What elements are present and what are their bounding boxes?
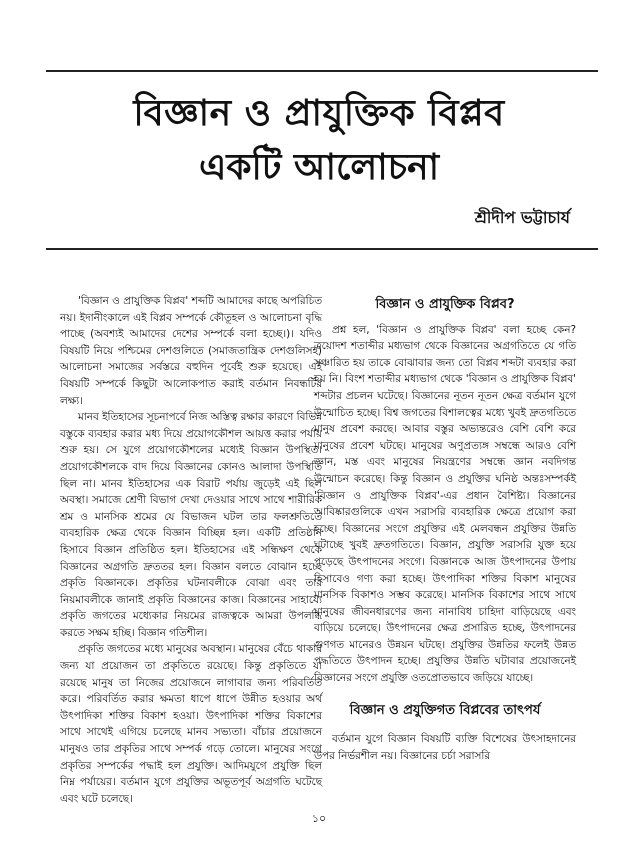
left-paragraph-3: প্রকৃতি জগতের মধ্যে মানুষের অবস্থান। মানুষের বেঁচে থাকার জন্য যা প্রয়োজন তা প্রকৃতিতে রয়েছে। কিন্তু প্রকৃতিতে যা রয়েছে মানুষ তা নিজের প্রয়োজনে লাগাবার জন্য পরিবর্তিত করে। পরিবর্তিত করার ক্ষমতা ধাপে ধাপে উন্নীত হওয়ার অর্থ উৎপাদিকা শক্তির বিকাশ হওয়া। উৎপাদিকা শক্তির বিকাশের সাথে সাথেই এগিয়ে চলেছে মানব সভ্যতা। বাঁচার প্রয়োজনে মানুষও তার প্রকৃতির সাথে সম্পর্ক গড়ে তোলে। মানুষের সংগে প্রকৃতির সম্পর্কের পদ্ধাই হল প্রযুক্তি। আদিমযুগে প্রযুক্তি ছিল নিম্ন পর্যায়ের। বর্তমান যুগে প্রযুক্তির অভূতপূর্ব অগ্রগতি ঘটেছে এবং ঘটে চলেছে।: [60, 643, 322, 805]
left-column: [60, 293, 322, 807]
right-paragraph-1: প্রশ্ন হল, 'বিজ্ঞান ও প্রাযুক্তিক বিপ্লব' বলা হচ্ছে কেন? ত্রয়োদশ শতাব্দীর মধ্যভাগ থেকে বিজ্ঞানের অগ্রগতিতে যে গতি সঞ্চারিত হয় তাকে বোঝাবার জন্য তো বিপ্লব শব্দটা ব্যবহার করা হয় নি। বিংশ শতাব্দীর মধ্যভাগ থেকে 'বিজ্ঞান ও প্রাযুক্তিক বিপ্লব' শব্দটার প্রচলন ঘটেছে। বিজ্ঞানের নূতন নূতন ক্ষেত্র বর্তমান যুগে উন্মোচিত হচ্ছে। বিশ্ব জগতের বিশালত্বের মধ্যে খুবই দ্রুতগতিতে মানুষ প্রবেশ করছে। আবার বস্তুর অভ্যন্তরেও বেশি বেশি করে মানুষের প্রবেশ ঘটছে। মানুষের অণুপ্রত্যঙ্গ সম্বন্ধে আরও বেশি জ্ঞান, মস্ত এবং মানুষের নিয়ন্ত্রণের সম্বন্ধে জ্ঞান নবদিগন্ত উন্মোচন করেছে। কিন্তু বিজ্ঞান ও প্রযুক্তির ঘনিষ্ঠ অন্তঃসম্পর্কই 'বিজ্ঞান ও প্রাযুক্তিক বিপ্লব'-এর প্রধান বৈশিষ্ট্য। বিজ্ঞানের আবিষ্কারগুলিকে এখন সরাসরি ব্যবহারিক ক্ষেত্রে প্রয়োগ করা হচ্ছে। বিজ্ঞানের সংগে প্রযুক্তির এই মেলবন্ধন প্রযুক্তির উন্নতি ঘটাচ্ছে খুবই দ্রুতগতিতে। বিজ্ঞান, প্রযুক্তি সরাসরি যুক্ত হয়ে পড়েছে উৎপাদনের সংগে। বিজ্ঞানকে আজ উৎপাদনের উপায় হিসাবেও গণ্য করা হচ্ছে। উৎপাদিকা শক্তির বিকাশ মানুষের মানসিক বিকাশও সম্ভব করেছে। মানসিক বিকাশের সাথে সাথে মানুষের জীবনধারণের জন্য নানাবিধ চাহিদা বাড়িয়েছে এবং বাড়িয়ে চলেছে। উৎপাদনের ক্ষেত্র প্রসারিত হচ্ছে, উৎপাদনের গুণগত মানেরও উন্নয়ন ঘটছে। প্রযুক্তির উন্নতির ফলেই উন্নত পদ্ধতিতে উৎপাদন হচ্ছে। প্রযুক্তির উন্নতি ঘটাবার প্রয়োজনেই বিজ্ঞানের সংগে প্রযুক্তি ওতপ্রোতভাবে জড়িয়ে যাচ্ছে।: [314, 323, 576, 685]
right-column: [314, 293, 576, 764]
left-paragraph-2: মানব ইতিহাসের সূচনাপর্বে নিজ অস্তিত্ব রক্ষার কারণে বিভিন্ন বস্তুকে ব্যবহার করার মধ্য দিয়ে প্রয়োগকৌশল আয়ত্ত করার পর্যায় শুরু হয়। সে যুগে প্রয়োগকৌশলের মধ্যেই বিজ্ঞান উপস্থিত। প্রয়োগকৌশলকে বাদ দিয়ে বিজ্ঞানের কোনও আলাদা উপস্থিতি ছিল না। মানব ইতিহাসের এক বিরাট পর্যায় জুড়েই এই ছিল অবস্থা। সমাজে শ্রেণী বিভাগ দেখা দেওয়ার সাথে সাথে শারীরিক শ্রম ও মানসিক শ্রমের যে বিভাজন ঘটল তার ফলশ্রুতিতে ব্যবহারিক ক্ষেত্র থেকে বিজ্ঞান বিচ্ছিন্ন হল। একটি প্রতিষ্ঠান হিসাবে বিজ্ঞান প্রতিষ্ঠিত হল। ইতিহাসের এই সন্ধিক্ষণ থেকে বিজ্ঞানের অগ্রগতি দ্রুততর হল। বিজ্ঞান বলতে বোঝান হচ্ছে প্রকৃতি বিজ্ঞানকে। প্রকৃতির ঘটনাবলীকে বোঝা এবং তার নিয়মাবলীকে জানাই প্রকৃতি বিজ্ঞানের কাজ। বিজ্ঞানের সাহায্যে প্রকৃতি জগতের মধ্যেকার নিয়মের রাজত্বকে আমরা উপলব্ধি করতে সক্ষম হচ্ছি। বিজ্ঞান গতিশীল।: [60, 411, 323, 639]
section-heading-2: বিজ্ঞান ও প্রযুক্তিগত বিপ্লবের তাৎপর্য: [349, 702, 541, 718]
left-paragraph-1: 'বিজ্ঞান ও প্রাযুক্তিক বিপ্লব' শব্দটি আমাদের কাছে অপরিচিত নয়। ইদানীংকালে এই বিপ্লব সম্পর্কে কৌতূহল ও আলোচনা বৃদ্ধি পাচ্ছে (অবশ্যই আমাদের দেশের সম্পর্কে বলা হচ্ছে।)। যদিও বিষয়টি নিয়ে পশ্চিমের দেশগুলিতে (সমাজতান্ত্রিক দেশগুলিসহ) আলোচনা সমাজের সর্বস্তরে বহুদিন পূর্বেই শুরু হয়েছে। এই বিষয়টি সম্পর্কে কিছুটা আলোকপাত করাই বর্তমান নিবন্ধটির লক্ষ্য।: [60, 295, 322, 407]
right-paragraph-2: বর্তমান যুগে বিজ্ঞান বিষয়টি ব্যক্তি বিশেষের উৎসাহদানের উপর নির্ভরশীল নয়। বিজ্ঞানের চর্চা সরাসরি: [314, 733, 576, 762]
page-number: ১০: [311, 812, 327, 825]
author-name: শ্রীদীপ ভট্টাচার্য: [474, 208, 570, 227]
top-rule: [46, 70, 598, 72]
article-title-line-1: বিজ্ঞান ও প্রাযুক্তিক বিপ্লব: [133, 93, 505, 134]
title-bottom-rule: [46, 248, 598, 250]
article-title-line-2: একটি আলোচনা: [198, 147, 440, 188]
section-heading-1: বিজ্ঞান ও প্রাযুক্তিক বিপ্লব?: [375, 297, 515, 312]
